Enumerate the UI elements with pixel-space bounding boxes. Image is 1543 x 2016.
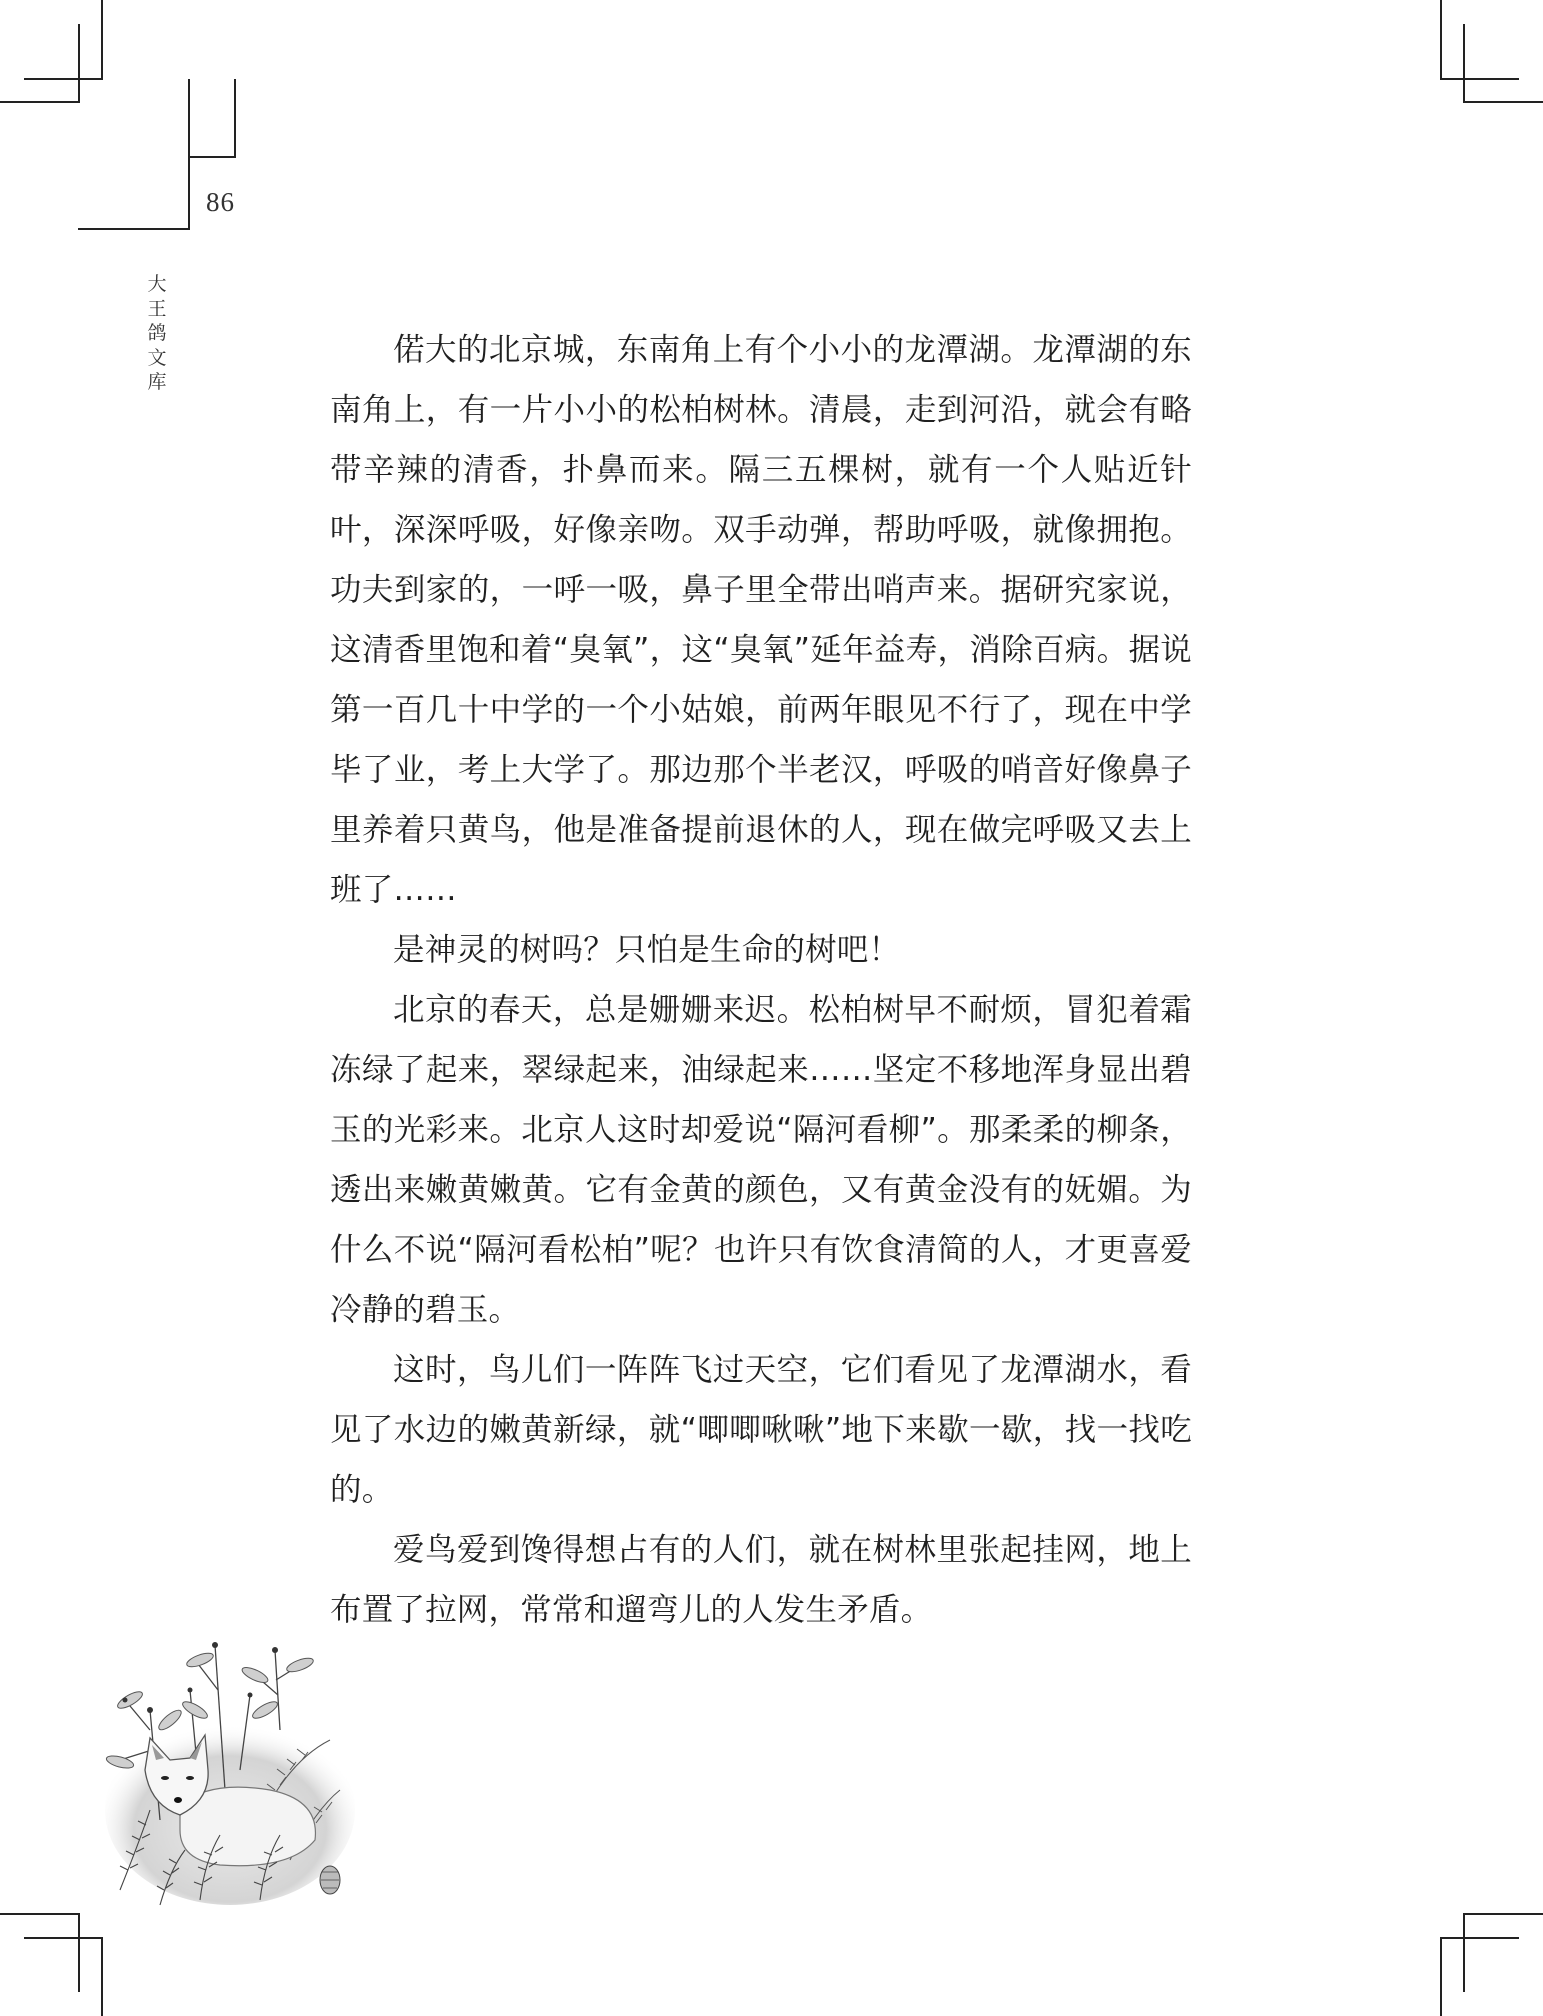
series-title: 大王鸽文库 xyxy=(147,273,167,393)
crop-mark-bl-outer-h xyxy=(0,1913,80,1915)
crop-mark-tl-outer-h xyxy=(24,78,103,80)
paragraph-3: 北京的春天，总是姗姗来迟。松柏树早不耐烦，冒犯着霜冻绿了起来，翠绿起来，油绿起来……坚定不移地浑身显出碧玉的光彩来。北京人这时却爱说“隔河看柳”。那柔柔的柳条，透出来嫩黄嫩黄。它有金黄的颜色，又有黄金没有的妩媚。为什么不说“隔河看松柏”呢？也许只有饮食清简的人，才更喜爱冷静的碧玉。 xyxy=(330,992,1192,1328)
body-text xyxy=(330,320,1192,1640)
crop-mark-tr-inner-v xyxy=(1463,24,1465,103)
crop-mark-bl-outer-v xyxy=(78,1913,80,1992)
crop-mark-tr-inner-h xyxy=(1463,101,1543,103)
paragraph-2: 是神灵的树吗？只怕是生命的树吧！ xyxy=(393,932,901,968)
crop-mark-br-inner-h xyxy=(1440,1937,1519,1939)
header-bracket-right xyxy=(234,79,236,158)
crop-mark-bl-inner-h xyxy=(24,1937,103,1939)
paragraph-4: 这时，鸟儿们一阵阵飞过天空，它们看见了龙潭湖水，看见了水边的嫩黄新绿，就“唧唧啾啾”地下来歇一歇，找一找吃的。 xyxy=(330,1352,1192,1508)
crop-mark-tr-outer-v xyxy=(1440,0,1442,79)
paragraph-1: 偌大的北京城，东南角上有个小小的龙潭湖。龙潭湖的东南角上，有一片小小的松柏树林。清晨，走到河沿，就会有略带辛辣的清香，扑鼻而来。隔三五棵树，就有一个人贴近针叶，深深呼吸，好像亲吻。双手动弹，帮助呼吸，就像拥抱。功夫到家的，一呼一吸，鼻子里全带出哨声来。据研究家说，这清香里饱和着“臭氧”，这“臭氧”延年益寿，消除百病。据说第一百几十中学的一个小姑娘，前两年眼见不行了，现在中学毕了业，考上大学了。那边那个半老汉，呼吸的哨音好像鼻子里养着只黄鸟，他是准备提前退休的人，现在做完呼吸又去上班了…… xyxy=(330,332,1192,908)
crop-mark-tl-outer-v xyxy=(101,0,103,79)
crop-mark-bl-inner-v xyxy=(101,1937,103,2016)
crop-mark-tl-inner-v xyxy=(78,24,80,103)
header-rule xyxy=(78,228,190,230)
crop-mark-br-outer-h xyxy=(1463,1913,1543,1915)
page-number: 86 xyxy=(206,187,235,217)
crop-mark-tr-outer-h xyxy=(1440,78,1519,80)
header-bracket-mid xyxy=(188,156,236,158)
header-bracket-left xyxy=(188,79,190,230)
crop-mark-br-outer-v xyxy=(1463,1913,1465,1992)
crop-mark-tl-inner-h xyxy=(0,101,80,103)
crop-mark-br-inner-v xyxy=(1440,1937,1442,2016)
fox-sketch-icon xyxy=(90,1620,360,1910)
fox-illustration xyxy=(90,1620,360,1910)
paragraph-5: 爱鸟爱到馋得想占有的人们，就在树林里张起挂网，地上布置了拉网，常常和遛弯儿的人发生矛盾。 xyxy=(330,1532,1192,1628)
